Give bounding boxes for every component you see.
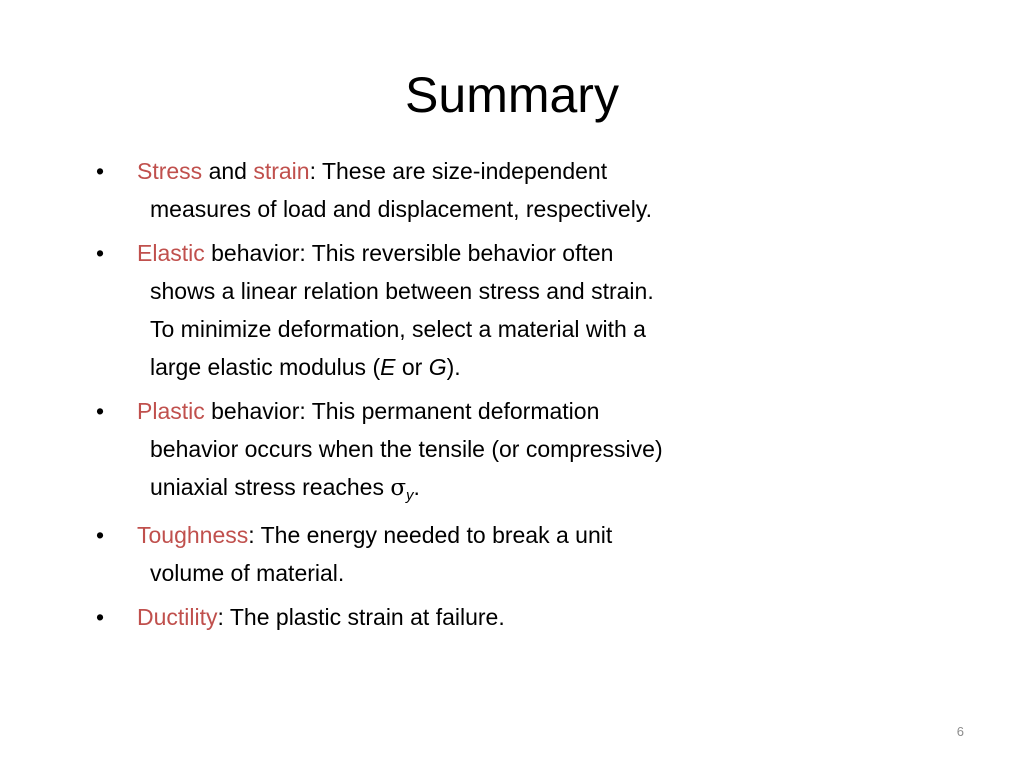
modulus-prefix: large elastic modulus (	[150, 354, 381, 380]
bullet-first-line	[137, 392, 796, 430]
bullet-toughness	[96, 516, 796, 592]
term-plastic: Plastic	[137, 398, 205, 424]
page-number: 6	[956, 724, 964, 739]
slide-title: Summary	[405, 67, 619, 123]
connector-text: and	[202, 158, 254, 184]
term-ductility: Ductility	[137, 604, 218, 630]
bullet-stress-strain	[96, 152, 796, 228]
bullet-text: behavior: This reversible behavior often	[204, 240, 614, 266]
bullet-first-line	[137, 516, 796, 554]
bullet-continuation-line: behavior occurs when the tensile (or compressive)	[150, 436, 663, 462]
bullet-continuation-line: To minimize deformation, select a material with a	[150, 316, 646, 342]
bullet-continuation-line: measures of load and displacement, respectively.	[150, 196, 653, 222]
bullet-plastic	[96, 392, 796, 510]
bullet-elastic	[96, 234, 796, 386]
bullet-continuation-line	[137, 348, 796, 386]
modulus-suffix: ).	[446, 354, 461, 380]
bullet-dot-icon: •	[96, 398, 105, 424]
bullet-continuation-line: volume of material.	[150, 560, 345, 586]
summary-bullet-list	[96, 152, 796, 642]
term-toughness: Toughness	[137, 522, 249, 548]
symbol-e: E	[380, 354, 396, 380]
symbol-g: G	[428, 354, 447, 380]
sigma-symbol: σ	[390, 475, 407, 501]
stress-prefix: uniaxial stress reaches	[150, 474, 391, 500]
bullet-first-line	[137, 234, 796, 272]
or-text: or	[395, 354, 429, 380]
bullet-text: : The energy needed to break a unit	[248, 522, 613, 548]
bullet-dot-icon: •	[96, 158, 105, 184]
bullet-dot-icon: •	[96, 522, 105, 548]
bullet-text: behavior: This permanent deformation	[204, 398, 600, 424]
bullet-dot-icon: •	[96, 240, 105, 266]
bullet-continuation-line	[137, 468, 796, 510]
bullet-first-line	[137, 152, 796, 190]
bullet-continuation-line: shows a linear relation between stress and strain.	[150, 278, 654, 304]
bullet-dot-icon: •	[96, 604, 105, 630]
bullet-ductility	[96, 598, 796, 636]
stress-suffix: .	[413, 474, 420, 500]
bullet-first-line	[137, 598, 796, 636]
term-elastic: Elastic	[137, 240, 205, 266]
bullet-text: : These are size-independent	[309, 158, 608, 184]
bullet-text: : The plastic strain at failure.	[217, 604, 505, 630]
term-strain: strain	[253, 158, 310, 184]
term-stress: Stress	[137, 158, 203, 184]
sigma-subscript: y	[406, 487, 414, 504]
